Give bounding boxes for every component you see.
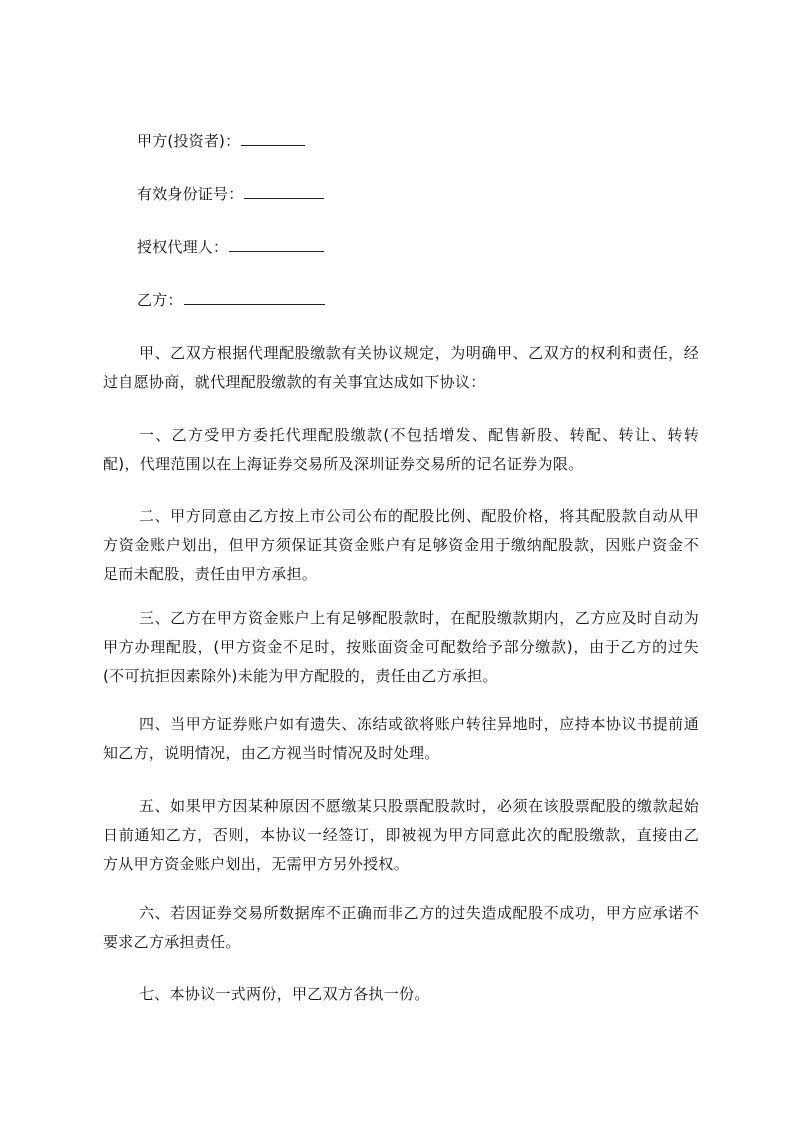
agent-label: 授权代理人：: [137, 238, 229, 256]
clause-2: 二、甲方同意由乙方按上市公司公布的配股比例、配股价格，将其配股款自动从甲方资金账户划出，但甲方须保证其资金账户有足够资金用于缴纳配股款，因账户资金不足而未配股，责任由甲方承担。: [103, 507, 699, 583]
party-a-field: [137, 131, 305, 151]
party-b-label: 乙方：: [137, 291, 183, 309]
clause-3: 三、乙方在甲方资金账户上有足够配股款时，在配股缴款期内，乙方应及时自动为甲方办理配股，(甲方资金不足时，按账面资金可配数给予部分缴款)，由于乙方的过失(不可抗拒因素除外)未能为甲方配股的，责任由乙方承担。: [103, 609, 699, 685]
clause-1: 一、乙方受甲方委托代理配股缴款(不包括增发、配售新股、转配、转让、转转配)，代理范围以在上海证券交易所及深圳证券交易所的记名证券为限。: [103, 426, 699, 473]
id-number-field: [137, 184, 324, 204]
clause-5: 五、如果甲方因某种原因不愿缴某只股票配股款时，必须在该股票配股的缴款起始日前通知乙方，否则，本协议一经签订，即被视为甲方同意此次的配股缴款，直接由乙方从甲方资金账户划出，无需甲方另外授权。: [103, 797, 699, 873]
party-b-blank: [184, 290, 325, 305]
party-a-blank: [241, 131, 305, 146]
party-a-label: 甲方(投资者)：: [137, 132, 241, 150]
clause-4: 四、当甲方证券账户如有遗失、冻结或欲将账户转往异地时，应持本协议书提前通知乙方，说明情况，由乙方视当时情况及时处理。: [103, 715, 699, 762]
intro-paragraph: 甲、乙双方根据代理配股缴款有关协议规定，为明确甲、乙双方的权利和责任，经过自愿协商，就代理配股缴款的有关事宜达成如下协议：: [103, 344, 699, 391]
clause-6: 六、若因证券交易所数据库不正确而非乙方的过失造成配股不成功，甲方应承诺不要求乙方承担责任。: [103, 904, 699, 951]
agent-field: [137, 237, 324, 257]
id-number-blank: [244, 184, 324, 199]
agent-blank: [229, 237, 324, 252]
party-b-field: [137, 290, 325, 310]
clause-7: 七、本协议一式两份，甲乙双方各执一份。: [139, 985, 430, 1003]
id-number-label: 有效身份证号：: [137, 185, 244, 203]
